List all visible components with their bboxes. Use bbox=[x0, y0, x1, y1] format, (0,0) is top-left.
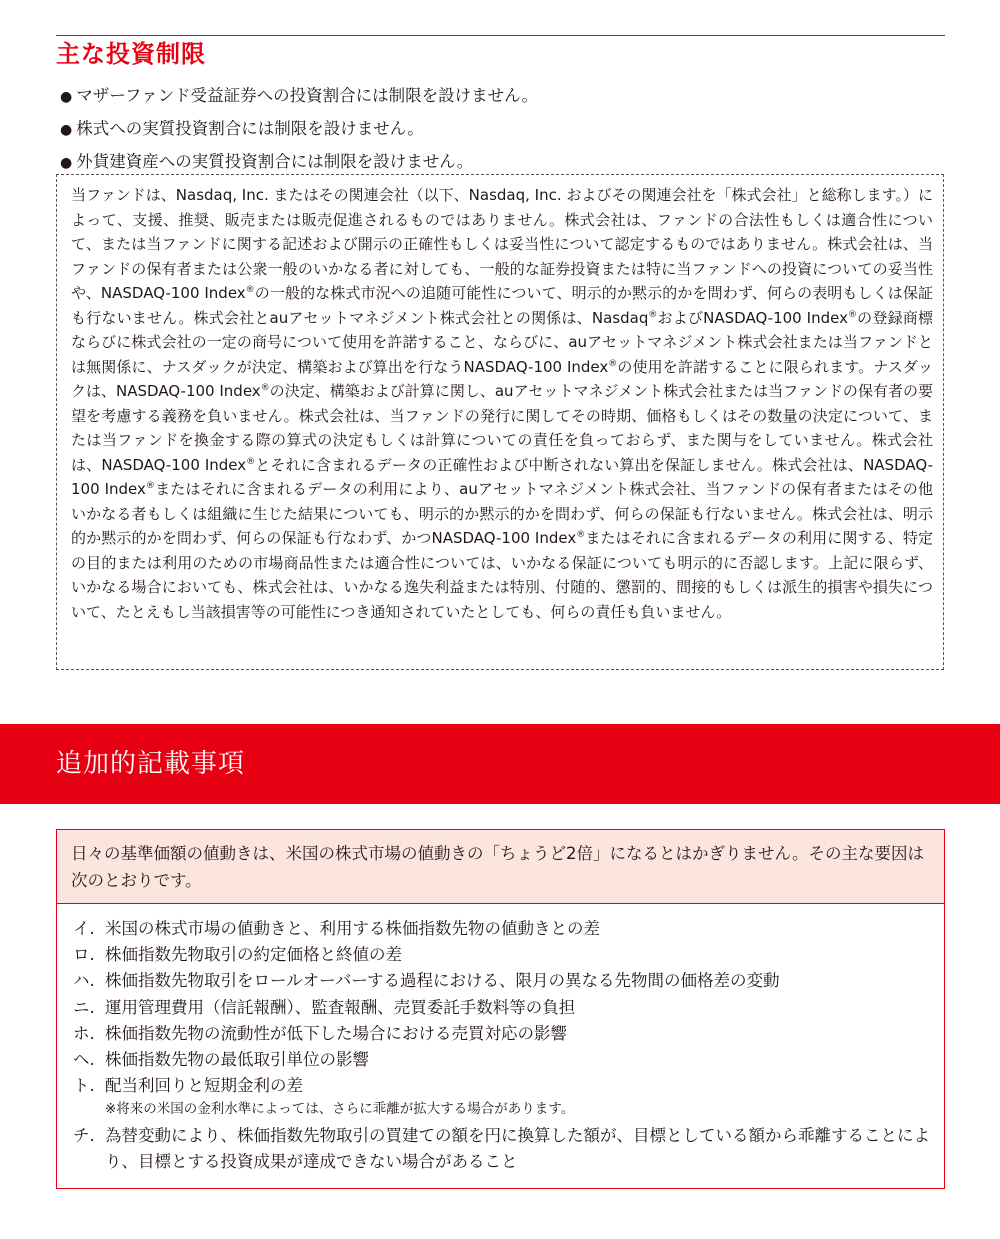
factor-item bbox=[57, 1021, 944, 1047]
factor-item bbox=[57, 1073, 944, 1099]
nasdaq-disclaimer-text: 当ファンドは、Nasdaq, Inc. またはその関連会社（以下、Nasdaq, Inc. およびその関連会社を「株式会社」と総称します。）によって、支援、推奨、販売または販売促進されるものではありません。株式会社は、ファンドの合法性もしくは適合性について、または当ファンドに関する記述および開示の正確性もしくは妥当性について認定するものではありません。株式会社は、当ファンドの保有者または公衆一般のいかなる者に対しても、一般的な証券投資または特に当ファンドへの投資についての妥当性や、NASDAQ-100 Index®の一般的な株式市況への追随可能性について、明示的か黙示的かを問わず、何らの表明もしくは保証も行ないません。株式会社とauアセットマネジメント株式会社との関係は、Nasdaq®およびNASDAQ-100 Index®の登録商標ならびに株式会社の一定の商号について使用を許諾すること、ならびに、auアセットマネジメント株式会社または当ファンドとは無関係に、ナスダックが決定、構築および算出を行なうNASDAQ-100 Index®の使用を許諾することに限られます。ナスダックは、NASDAQ-100 Index®の決定、構築および計算に関し、auアセットマネジメント株式会社または当ファンドの保有者の要望を考慮する義務を負いません。株式会社は、当ファンドの発行に関してその時期、価格もしくはその数量の決定について、または当ファンドを換金する際の算式の決定もしくは計算についての責任を負っておらず、また関与をしていません。株式会社は、NASDAQ-100 Index®とそれに含まれるデータの正確性および中断されない算出を保証しません。株式会社は、NASDAQ-100 Index®またはそれに含まれるデータの利用により、auアセットマネジメント株式会社、当ファンドの保有者またはその他いかなる者もしくは組織に生じた結果についても、明示的か黙示的かを問わず、何らの保証も行ないません。株式会社は、明示的か黙示的かを問わず、何らの保証も行なわず、かつNASDAQ-100 Index®またはそれに含まれるデータの利用に関する、特定の目的または利用のための市場商品性または適合性については、いかなる保証についても明示的に否認します。上記に限らず、いかなる場合においても、株式会社は、いかなる逸失利益または特別、付随的、懲罰的、間接的もしくは派生的損害や損失について、たとえもし当該損害等の可能性につき通知されていたとしても、何らの責任も負いません。 bbox=[71, 186, 933, 621]
factor-marker: ロ. bbox=[73, 945, 95, 965]
restriction-item: ● マザーファンド受益証券への投資割合には制限を設けません。 bbox=[60, 86, 539, 105]
registered-mark: ® bbox=[145, 481, 155, 491]
registered-mark: ® bbox=[246, 456, 256, 467]
factor-text: 株価指数先物の流動性が低下した場合における売買対応の影響 bbox=[105, 1023, 567, 1043]
factor-item bbox=[57, 1047, 944, 1073]
registered-mark: ® bbox=[245, 285, 255, 295]
factor-text: 運用管理費用（信託報酬）、監査報酬、売買委託手数料等の負担 bbox=[105, 997, 576, 1017]
factor-item bbox=[57, 942, 944, 968]
top-divider bbox=[56, 35, 945, 36]
restriction-item: ● 株式への実質投資割合には制限を設けません。 bbox=[60, 119, 424, 138]
factor-text: 配当利回りと短期金利の差 bbox=[105, 1076, 303, 1096]
factor-marker: ニ. bbox=[73, 997, 95, 1017]
registered-mark: ® bbox=[608, 358, 618, 369]
factor-note-text: ※将来の米国の金利水準によっては、さらに乖離が拡大する場合があります。 bbox=[105, 1101, 575, 1118]
factor-box bbox=[56, 829, 945, 1189]
factor-text: 為替変動により、株価指数先物取引の買建ての額を円に換算した額が、目標としている額から乖離することにより、目標とする投資成果が達成できない場合があること bbox=[105, 1126, 930, 1172]
factor-marker: チ. bbox=[73, 1126, 95, 1146]
factor-text: 米国の株式市場の値動きと、利用する株価指数先物の値動きとの差 bbox=[105, 919, 600, 938]
registered-mark: ® bbox=[260, 383, 270, 393]
factor-marker: ハ. bbox=[73, 971, 95, 991]
factor-note bbox=[57, 1099, 944, 1123]
factor-marker: ホ. bbox=[73, 1023, 95, 1043]
registered-mark: ® bbox=[576, 530, 586, 540]
additional-notes-title: 追加的記載事項 bbox=[56, 749, 246, 779]
registered-mark: ® bbox=[648, 309, 658, 320]
bullet-icon: ● bbox=[60, 89, 73, 105]
restriction-item: ● 外貨建資産への実質投資割合には制限を設けません。 bbox=[60, 152, 474, 171]
bullet-icon: ● bbox=[60, 122, 73, 138]
investment-restrictions-list bbox=[60, 83, 538, 182]
factor-intro-panel bbox=[57, 830, 944, 904]
factor-item bbox=[57, 995, 944, 1021]
additional-notes-banner bbox=[0, 724, 1000, 804]
factor-item bbox=[57, 1123, 944, 1175]
factor-item bbox=[57, 916, 944, 942]
investment-restrictions-title: 主な投資制限 bbox=[56, 40, 206, 68]
factor-text: 株価指数先物取引をロールオーバーする過程における、限月の異なる先物間の価格差の変動 bbox=[105, 971, 780, 991]
factor-marker: イ. bbox=[73, 919, 95, 938]
factor-item bbox=[57, 968, 944, 994]
registered-mark: ® bbox=[847, 309, 857, 320]
factor-intro-text: 日々の基準価額の値動きは、米国の株式市場の値動きの「ちょうど2倍」になるとはかぎりません。その主な要因は次のとおりです。 bbox=[71, 844, 924, 890]
factor-text: 株価指数先物取引の約定価格と終値の差 bbox=[105, 945, 402, 965]
factor-marker: ト. bbox=[73, 1076, 95, 1096]
factor-marker: ヘ. bbox=[73, 1049, 95, 1069]
factor-text: 株価指数先物の最低取引単位の影響 bbox=[105, 1049, 369, 1069]
nasdaq-disclaimer-box bbox=[56, 174, 944, 670]
factor-list bbox=[57, 916, 944, 1175]
bullet-icon: ● bbox=[60, 155, 73, 171]
